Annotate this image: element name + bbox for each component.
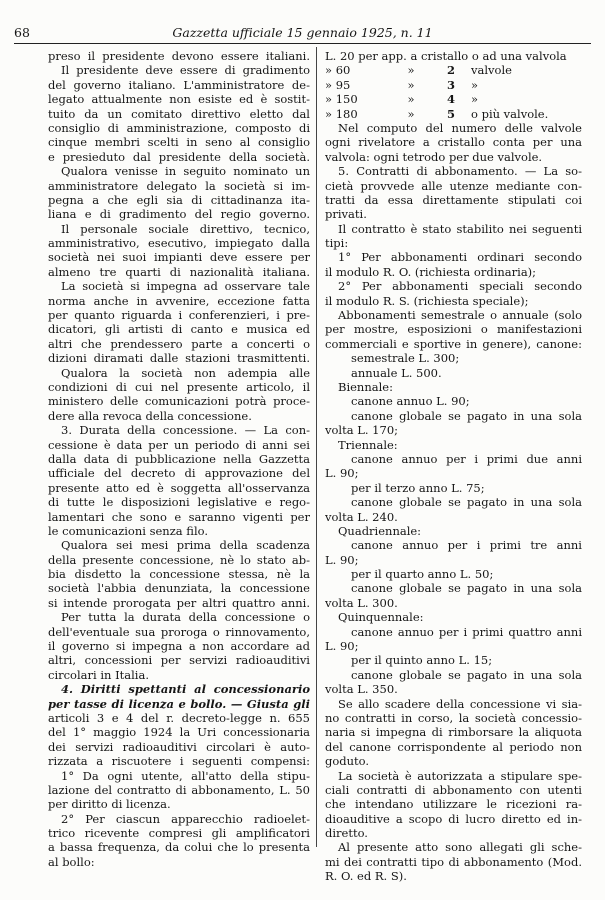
page-number: 68 bbox=[14, 25, 30, 40]
text-line: cessione è data per un periodo di anni sei bbox=[48, 437, 310, 452]
valve-fee-row bbox=[325, 63, 582, 77]
text-line: ministero delle comunicazioni potrà proce- bbox=[48, 394, 310, 409]
valve-fee-text: L. 20 per app. a cristallo o ad una valvola bbox=[325, 49, 567, 63]
text-line: valvola: ogni tetrodo per due valvole. bbox=[325, 149, 543, 164]
valve-label: valvole bbox=[471, 63, 512, 78]
text-line: rizzata a riscuotere i seguenti compensi: bbox=[48, 754, 310, 769]
text-line: canone annuo per i primi due anni bbox=[351, 451, 582, 466]
text-line: bia disdetto la concessione stessa, nè la bbox=[48, 567, 310, 582]
text-line: dere alla revoca della concessione. bbox=[48, 408, 252, 423]
valve-count: 4 bbox=[446, 92, 455, 107]
text-line: tipi: bbox=[325, 236, 349, 251]
text-line: del governo italiano. L'amministratore de- bbox=[48, 77, 310, 92]
text-line: per il quinto anno L. 15; bbox=[351, 653, 493, 668]
text-line: Nel computo del numero delle valvole bbox=[338, 120, 582, 135]
text-line: La società si impegna ad osservare tale bbox=[61, 279, 310, 294]
text-line: preso il presidente devono essere italiani. bbox=[48, 49, 310, 63]
text-line: consiglio di amministrazione, composto di bbox=[48, 120, 310, 135]
header-rule bbox=[14, 43, 591, 44]
text-line: 2° Per ciascun apparecchio radioelet- bbox=[61, 811, 310, 826]
text-line: presente atto ed è soggetta all'osservanza bbox=[48, 480, 310, 495]
text-line: almeno tre quarti di nazionalità italiana. bbox=[48, 264, 310, 279]
valve-label: » bbox=[471, 92, 479, 107]
text-line: per quanto riguarda i conferenzieri, i pre- bbox=[48, 308, 310, 323]
text-line: Al presente atto sono allegati gli sche- bbox=[338, 840, 582, 855]
text-line: canone globale se pagato in una sola bbox=[351, 408, 582, 423]
text-line: il modulo R. S. (richiesta speciale); bbox=[325, 293, 529, 308]
text-line: 5. Contratti di abbonamento. — La so- bbox=[338, 164, 582, 179]
valve-fee-amount: » 60 bbox=[325, 63, 351, 78]
text-line: naria si impegna di rimborsare la aliquota bbox=[325, 725, 582, 740]
gazette-title: Gazzetta ufficiale 15 gennaio 1925, n. 11 bbox=[172, 25, 433, 40]
valve-count: 3 bbox=[446, 77, 455, 92]
text-line: dalla data di pubblicazione nella Gazzetta bbox=[48, 451, 310, 466]
ditto-mark: » bbox=[407, 63, 415, 78]
valve-fee-table bbox=[325, 49, 582, 121]
left-text-column bbox=[48, 49, 310, 869]
text-line: norma anche in avvenire, eccezione fatta bbox=[48, 293, 310, 308]
text-line: La società è autorizzata a stipulare spe- bbox=[338, 768, 582, 783]
text-line: semestrale L. 300; bbox=[351, 351, 460, 366]
text-line: mi dei contratti tipo di abbonamento (Mod. bbox=[325, 854, 582, 869]
valve-fee-row bbox=[325, 92, 582, 106]
text-line: volta L. 300. bbox=[325, 595, 398, 610]
text-line: legato attualmente non esiste ed è sostit- bbox=[48, 92, 310, 107]
text-line: condizioni di cui nel presente articolo, il bbox=[48, 379, 310, 394]
text-line: di tutte le disposizioni legislative e rego- bbox=[48, 495, 310, 510]
text-line: canone annuo per i primi quattro anni bbox=[351, 624, 582, 639]
text-line: lazione del contratto di abbonamento, L. 50 bbox=[48, 782, 310, 797]
text-line: Quadriennale: bbox=[338, 523, 422, 538]
text-line: le comunicazioni senza filo. bbox=[48, 523, 209, 538]
text-line: tuito da un comitato direttivo eletto dal bbox=[48, 106, 310, 121]
text-line: 1° Per abbonamenti ordinari secondo bbox=[338, 250, 582, 265]
text-line: ufficiale del decreto di approvazione del bbox=[48, 466, 310, 481]
text-line: Qualora venisse in seguito nominato un bbox=[61, 164, 310, 179]
text-line: dioauditive a scopo di lucro diretto ed in- bbox=[325, 811, 582, 826]
text-line: canone globale se pagato in una sola bbox=[351, 495, 582, 510]
text-line: amministratore delegato la società si im- bbox=[48, 178, 310, 193]
text-line: del 1° maggio 1924 la Uri concessionaria bbox=[48, 725, 310, 740]
valve-count: 5 bbox=[446, 106, 455, 121]
text-line: lamentari che sono e saranno vigenti per bbox=[48, 509, 310, 524]
text-line: volta L. 350. bbox=[325, 682, 398, 697]
ditto-mark: » bbox=[407, 92, 415, 107]
page-header bbox=[14, 22, 591, 44]
text-line: Per tutta la durata della concessione o bbox=[61, 610, 310, 625]
text-line: per il terzo anno L. 75; bbox=[351, 480, 485, 495]
text-line: commerciali e sportive in genere), canone: bbox=[325, 336, 582, 351]
text-line: per il quarto anno L. 50; bbox=[351, 567, 494, 582]
text-line: altri che prendessero parte a concerti o bbox=[48, 336, 310, 351]
text-line: dicatori, gli artisti di canto e musica ed bbox=[48, 322, 310, 337]
text-line: che intendano utilizzare le ricezioni ra- bbox=[325, 797, 582, 812]
ditto-mark: » bbox=[407, 77, 415, 92]
text-line: L. 90; bbox=[325, 639, 359, 654]
text-line: Qualora sei mesi prima della scadenza bbox=[61, 538, 310, 553]
text-line: 4. Diritti spettanti al concessionario bbox=[61, 682, 310, 697]
text-line: Abbonamenti semestrale o annuale (solo bbox=[338, 308, 582, 323]
valve-fee-amount: » 95 bbox=[325, 77, 351, 92]
text-line: cinque membri scelti in seno al consiglio bbox=[48, 135, 310, 150]
valve-count: 2 bbox=[446, 63, 455, 78]
text-line: privati. bbox=[325, 207, 367, 222]
text-line: annuale L. 500. bbox=[351, 365, 442, 380]
text-line: società l'abbia denunziata, la concessione bbox=[48, 581, 310, 596]
text-line: liana e di gradimento del regio governo. bbox=[48, 207, 310, 222]
text-line: il governo si impegna a non accordare ad bbox=[48, 639, 310, 654]
text-line: amministrativo, esecutivo, impiegato dalla bbox=[48, 236, 310, 251]
text-line: canone globale se pagato in una sola bbox=[351, 581, 582, 596]
text-line: Qualora la società non adempia alle bbox=[61, 365, 310, 380]
text-line: Biennale: bbox=[338, 379, 393, 394]
text-line: canone annuo per i primi tre anni bbox=[351, 538, 582, 553]
text-line: Se allo scadere della concessione vi sia- bbox=[338, 696, 582, 711]
text-line: Il presidente deve essere di gradimento bbox=[61, 63, 310, 78]
text-line: Il personale sociale direttivo, tecnico, bbox=[61, 221, 310, 236]
text-line: volta L. 170; bbox=[325, 423, 399, 438]
text-line: altri, concessioni per servizi radioauditivi bbox=[48, 653, 310, 668]
text-line: articoli 3 e 4 del r. decreto-legge n. 655 bbox=[48, 710, 310, 725]
text-line: circolari in Italia. bbox=[48, 667, 149, 682]
valve-fee-row bbox=[325, 49, 582, 63]
text-line: tratti da essa direttamente stipulati coi bbox=[325, 192, 582, 207]
valve-fee-amount: » 180 bbox=[325, 106, 358, 121]
right-text-column bbox=[325, 49, 582, 884]
text-line: L. 90; bbox=[325, 466, 359, 481]
text-line: al bollo: bbox=[48, 854, 95, 869]
valve-fee-row bbox=[325, 107, 582, 121]
text-line: canone annuo L. 90; bbox=[351, 394, 470, 409]
text-line: del canone corrispondente al periodo non bbox=[325, 739, 582, 754]
text-line: ogni rivelatore a cristallo conta per una bbox=[325, 135, 582, 150]
valve-label: o più valvole. bbox=[471, 106, 549, 121]
text-line: per diritto di licenza. bbox=[48, 797, 171, 812]
valve-fee-amount: » 150 bbox=[325, 92, 358, 107]
text-line: pegna a che egli sia di cittadinanza ita- bbox=[48, 192, 310, 207]
text-line: e presieduto dal presidente della società. bbox=[48, 149, 310, 164]
text-line: Il contratto è stato stabilito nei seguenti bbox=[338, 221, 582, 236]
text-line: ciali contratti di abbonamento con utenti bbox=[325, 782, 582, 797]
text-line: 1° Da ogni utente, all'atto della stipu- bbox=[61, 768, 310, 783]
ditto-mark: » bbox=[407, 106, 415, 121]
text-line: trico ricevente compresi gli amplificatori bbox=[48, 826, 310, 841]
text-line: per mostre, esposizioni o manifestazioni bbox=[325, 322, 582, 337]
right-column-body bbox=[325, 121, 582, 884]
text-line: Quinquennale: bbox=[338, 610, 424, 625]
valve-fee-row bbox=[325, 78, 582, 92]
text-line: 3. Durata della concessione. — La con- bbox=[61, 423, 310, 438]
text-line: no contratti in corso, la società concessio- bbox=[325, 710, 582, 725]
text-line: L. 90; bbox=[325, 552, 359, 567]
text-line: della presente concessione, nè lo stato ab- bbox=[48, 552, 310, 567]
text-line: canone globale se pagato in una sola bbox=[351, 667, 582, 682]
column-divider bbox=[316, 47, 317, 847]
text-line: dizioni diramati dalle stazioni trasmittenti. bbox=[48, 351, 310, 366]
text-line: 2° Per abbonamenti speciali secondo bbox=[338, 279, 582, 294]
text-line: goduto. bbox=[325, 754, 370, 769]
text-line: per tasse di licenza e bollo. — Giusta gli bbox=[48, 696, 310, 711]
text-line: R. O. ed R. S). bbox=[325, 869, 407, 884]
text-line: a bassa frequenza, da colui che lo presenta bbox=[48, 840, 310, 855]
text-line: cietà provvede alle utenze mediante con- bbox=[325, 178, 582, 193]
text-line: il modulo R. O. (richiesta ordinaria); bbox=[325, 264, 537, 279]
text-line: Triennale: bbox=[338, 437, 398, 452]
text-line: volta L. 240. bbox=[325, 509, 398, 524]
text-line: società nei suoi impianti deve essere per bbox=[48, 250, 310, 265]
text-line: si intende prorogata per altri quattro anni. bbox=[48, 595, 310, 610]
text-line: dei servizi radioauditivi circolari è auto- bbox=[48, 739, 310, 754]
text-line: dell'eventuale sua proroga o rinnovamento, bbox=[48, 624, 310, 639]
valve-label: » bbox=[471, 77, 479, 92]
text-line: diretto. bbox=[325, 826, 368, 841]
